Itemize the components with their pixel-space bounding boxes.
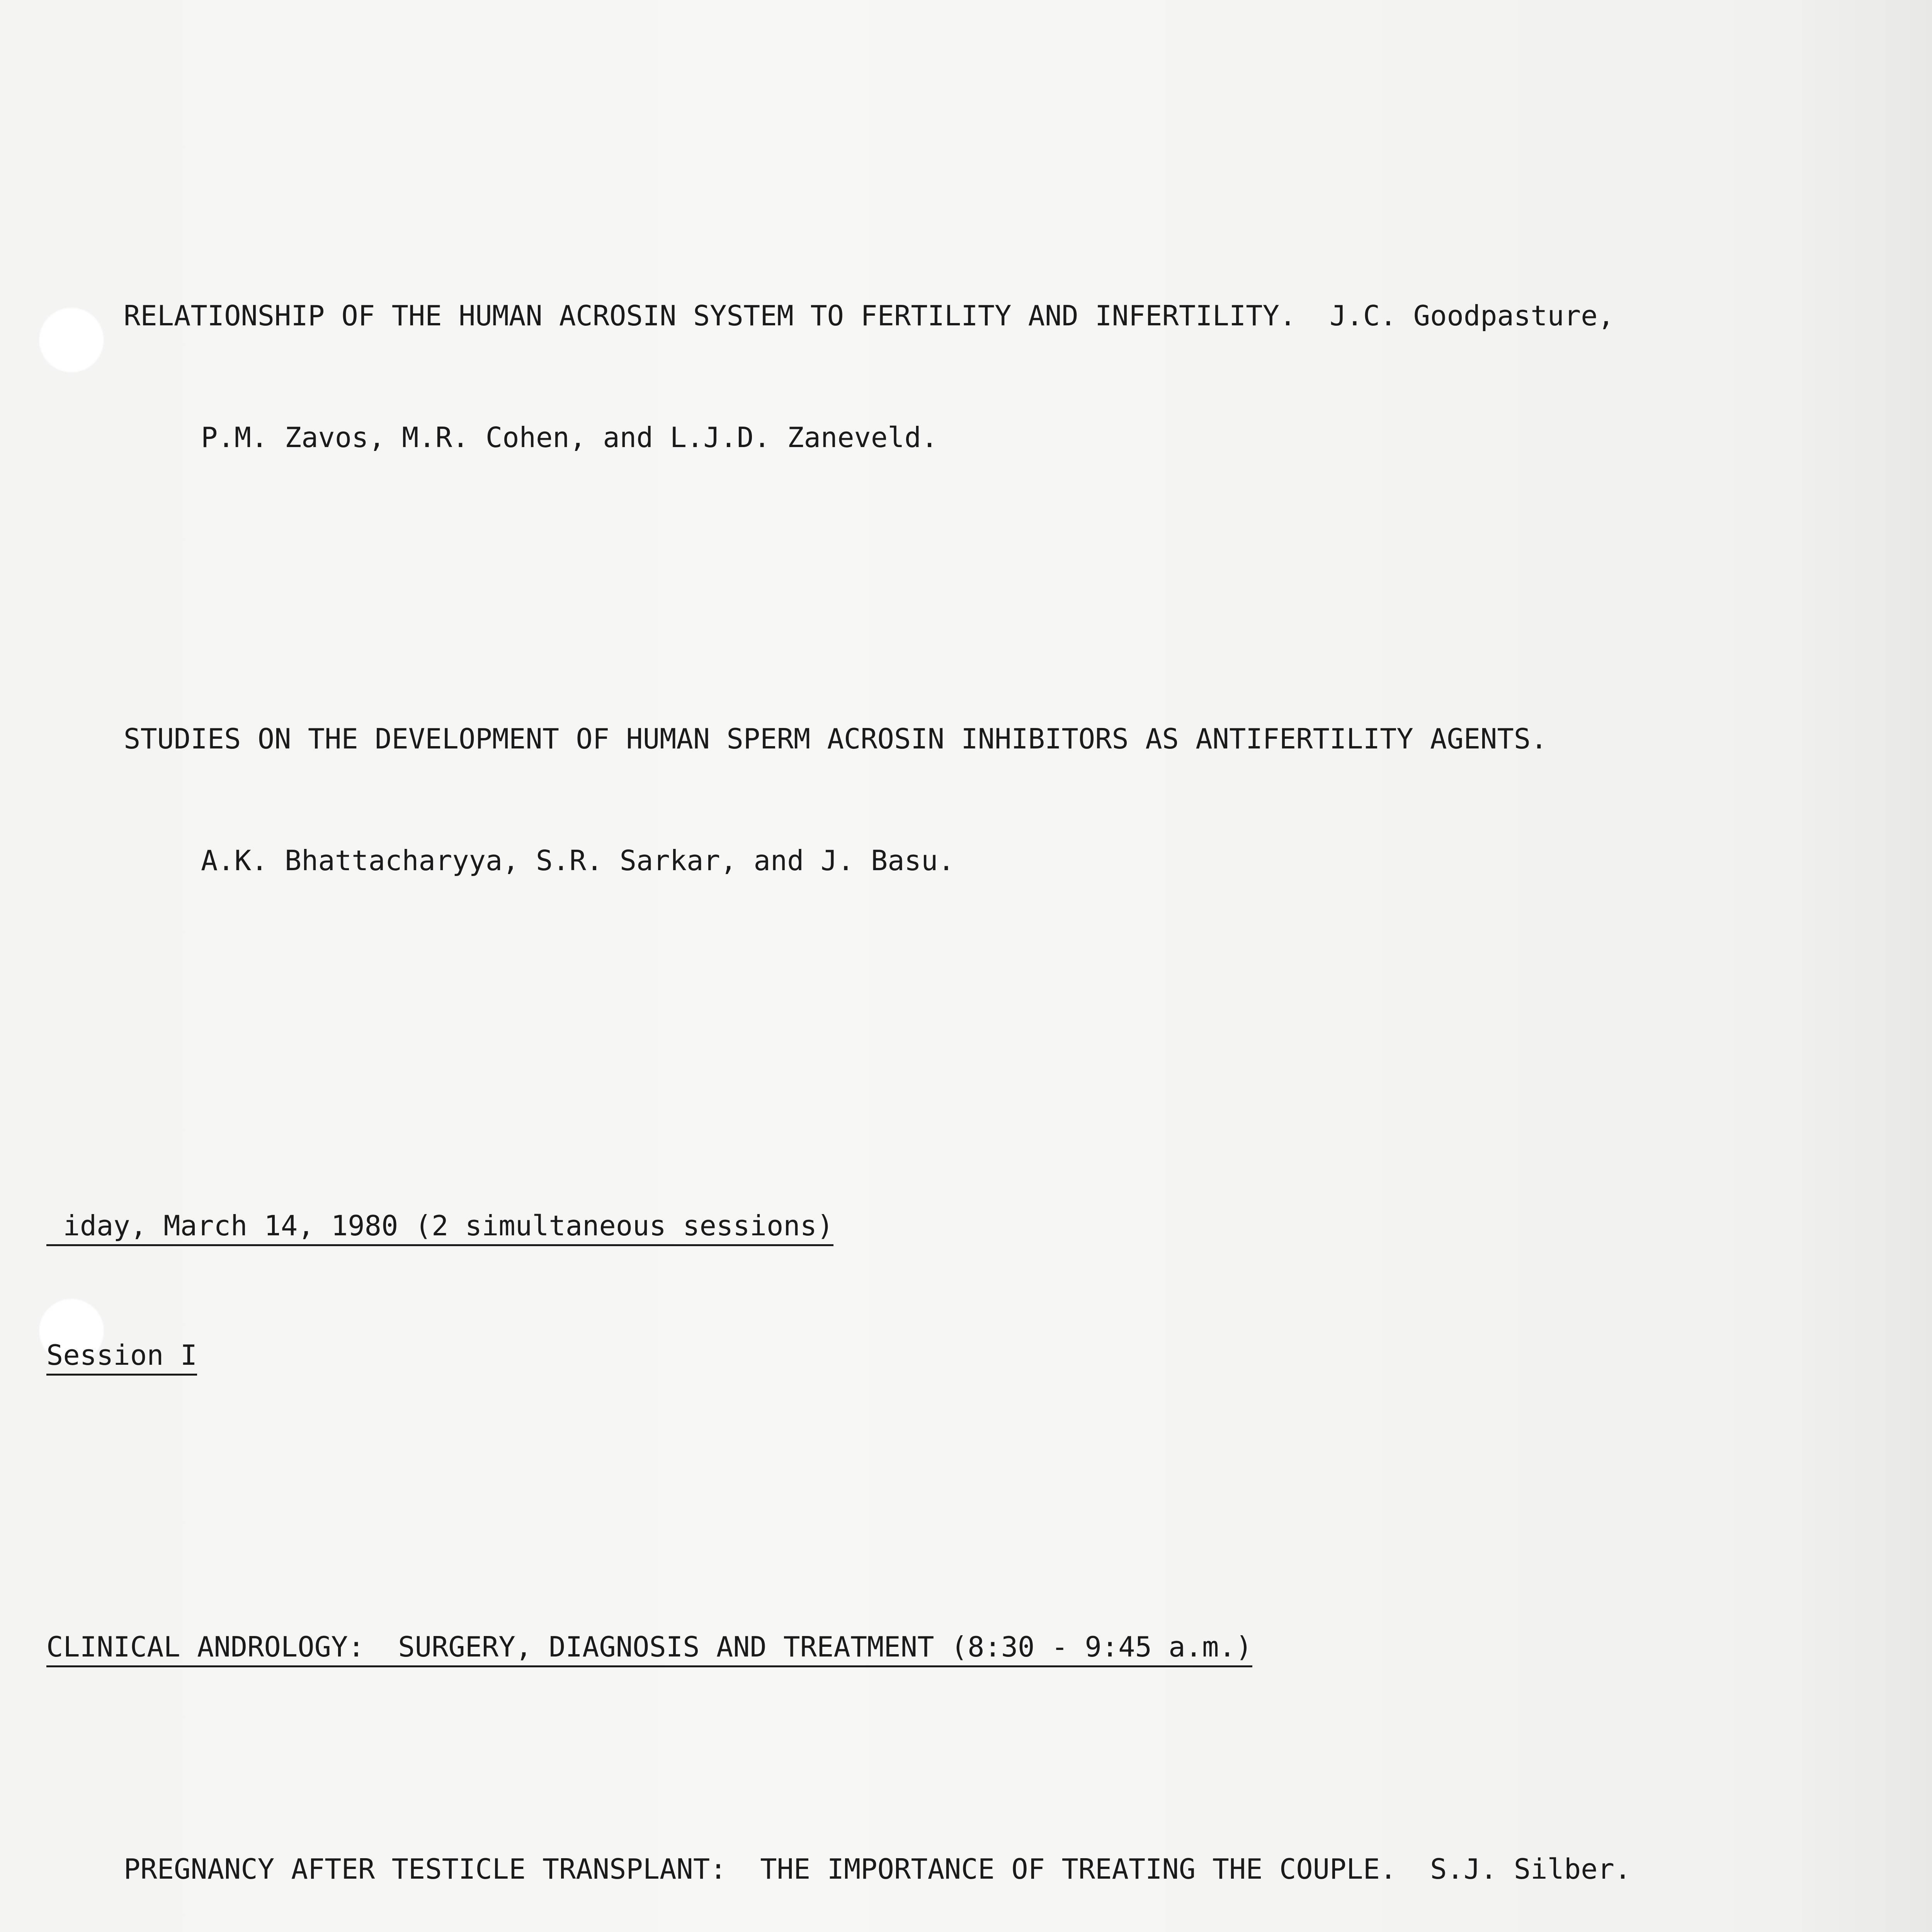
entry-title-line: STUDIES ON THE DEVELOPMENT OF HUMAN SPERM ACROSIN INHIBITORS AS ANTIFERTILITY AGENTS.	[124, 723, 1548, 755]
entry-continuation-line: P.M. Zavos, M.R. Cohen, and L.J.D. Zaneveld.	[201, 421, 938, 454]
program-entry	[46, 1768, 1901, 1932]
program-entry	[46, 638, 1901, 962]
session-label: Session I	[46, 1337, 197, 1376]
program-section	[46, 1546, 1901, 1932]
section-heading: CLINICAL ANDROLOGY: SURGERY, DIAGNOSIS AND TREATMENT (8:30 - 9:45 a.m.)	[46, 1628, 1252, 1667]
entry-title-line: RELATIONSHIP OF THE HUMAN ACROSIN SYSTEM TO FERTILITY AND INFERTILITY. J.C. Goodpasture,	[124, 299, 1614, 332]
entry-title-line: PREGNANCY AFTER TESTICLE TRANSPLANT: THE IMPORTANCE OF TREATING THE COUPLE. S.J. Silber.	[124, 1853, 1631, 1885]
program-entry	[46, 214, 1901, 539]
day-heading: iday, March 14, 1980 (2 simultaneous sessions)	[46, 1207, 833, 1246]
entry-continuation-line: A.K. Bhattacharyya, S.R. Sarkar, and J. Basu.	[201, 844, 955, 877]
program-content	[46, 93, 1901, 1932]
